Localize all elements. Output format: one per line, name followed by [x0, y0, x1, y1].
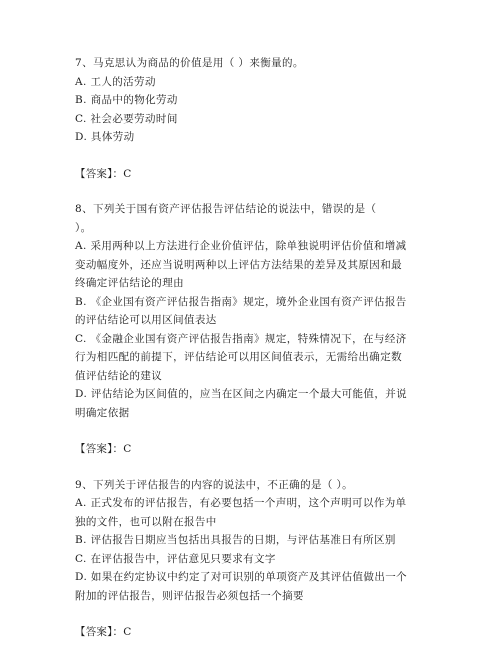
document-page [75, 54, 425, 659]
question-7-answer: 【答案】：C [75, 167, 132, 180]
question-8-stem-line-2: ）。 [75, 221, 92, 234]
question-7-option-d: D. 具体劳动 [75, 131, 135, 143]
question-9-option-c-line-1: C. 在评估报告中，评估意见只要求有文字 [75, 552, 276, 565]
question-9-option-a-line-1: A. 正式发布的评估报告，有必要包括一个声明，这个声明可以作为单 [75, 497, 407, 509]
question-9-option-a-line-2: 独的文件，也可以附在报告中 [75, 515, 217, 528]
question-9-stem: 9、下列关于评估报告的内容的说法中，不正确的是（ ）。 [75, 478, 354, 491]
question-8-option-a-line-1: A. 采用两种以上方法进行企业价值评估，除单独说明评估价值和增减 [75, 240, 407, 252]
question-8-option-b-line-2: 的评估结论可以用区间值表达 [75, 314, 217, 326]
question-9-option-b-line-1: B. 评估报告日期应当包括出具报告的日期，与评估基准日有所区别 [75, 534, 396, 546]
question-8-option-a-line-3: 终确定评估结论的理由 [75, 277, 184, 289]
question-7-option-c: C. 社会必要劳动时间 [75, 112, 178, 125]
question-8-option-b-line-1: B. 《企业国有资产评估报告指南》规定，境外企业国有资产评估报告 [75, 295, 407, 308]
question-7-option-a: A. 工人的活劳动 [75, 75, 156, 88]
question-8-option-d-line-1: D. 评估结论为区间值的，应当在区间之内确定一个最大可能值，并说 [75, 388, 408, 400]
question-7-option-b: B. 商品中的物化劳动 [75, 94, 178, 106]
question-7 [75, 54, 425, 183]
question-8-option-d-line-2: 明确定依据 [75, 406, 130, 419]
question-8-option-c-line-3: 值评估结论的建议 [75, 369, 163, 382]
question-8-option-a-line-2: 变动幅度外，还应当说明两种以上评估方法结果的差异及其原因和最 [75, 258, 402, 271]
question-8-option-c-line-2: 行为相匹配的前提下，评估结论可以用区间值表示，无需给出确定数 [75, 351, 402, 363]
question-8-option-c-line-1: C. 《金融企业国有资产评估报告指南》规定，特殊情况下，在与经济 [75, 332, 407, 345]
question-8 [75, 200, 425, 459]
question-9 [75, 476, 425, 642]
question-7-stem: 7、马克思认为商品的价值是用（ ）来衡量的。 [75, 57, 304, 69]
question-9-option-d-line-2: 附加的评估报告，则评估报告必须包括一个摘要 [75, 589, 304, 602]
question-8-stem-line-1: 8、下列关于国有资产评估报告评估结论的说法中，错误的是（ [75, 203, 377, 215]
question-9-option-d-line-1: D. 如果在约定协议中约定了对可识别的单项资产及其评估值做出一个 [75, 571, 408, 583]
question-8-answer: 【答案】：C [75, 443, 132, 455]
question-9-answer: 【答案】：C [75, 626, 132, 638]
